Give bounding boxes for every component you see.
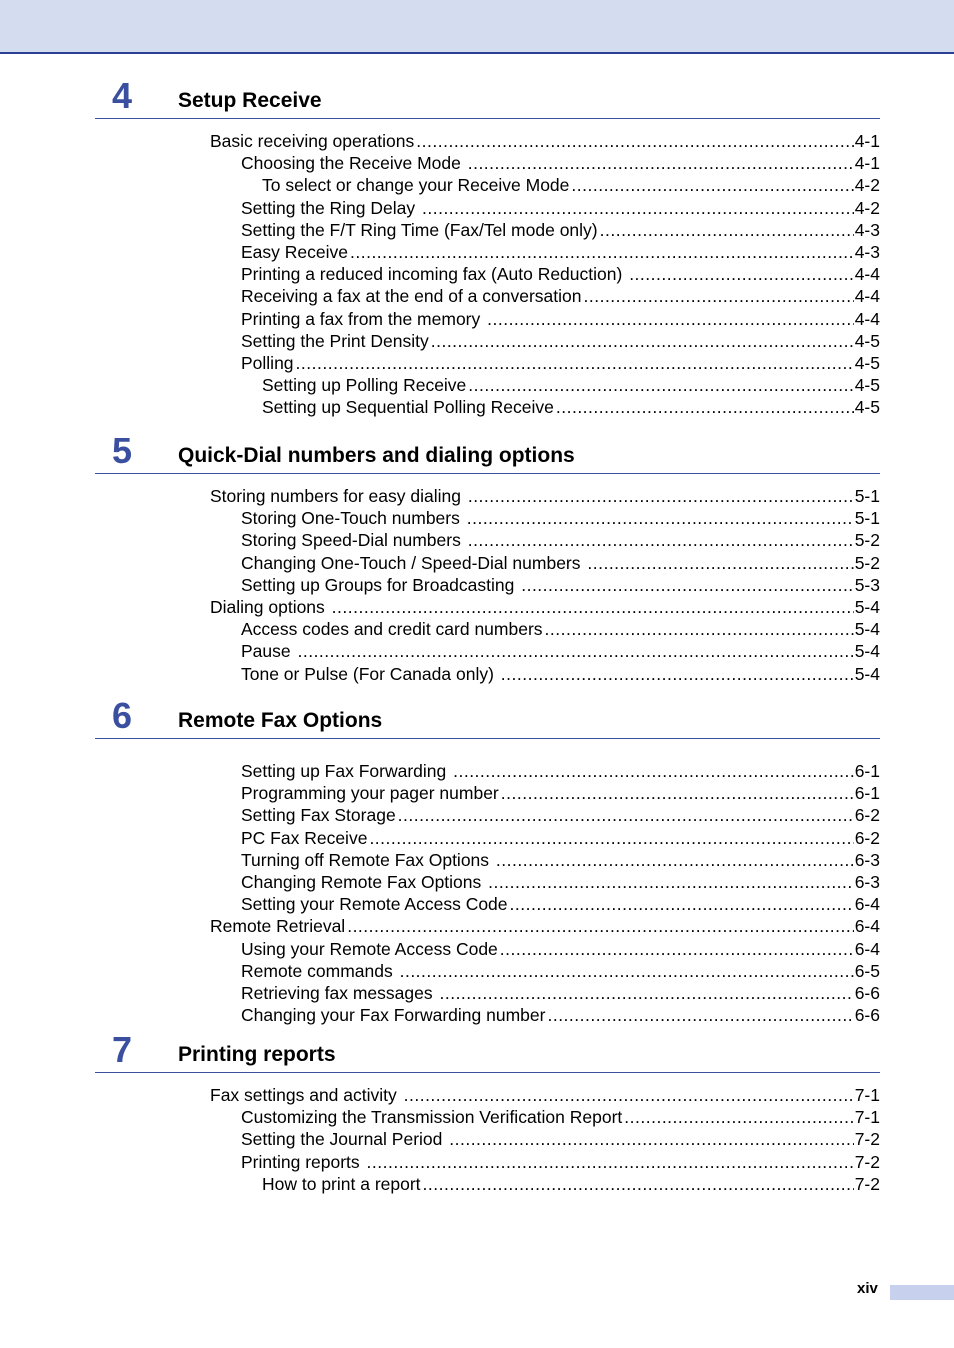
toc-entry-page: 4-3	[854, 219, 880, 240]
toc-entry-page: 4-5	[854, 397, 880, 418]
toc-entry-page: 6-4	[854, 916, 880, 937]
dot-leader	[422, 197, 854, 219]
toc-entry-label: Setting up Groups for Broadcasting	[241, 574, 520, 595]
toc-entry-label: Remote commands	[241, 960, 398, 981]
toc-entry-page: 5-1	[854, 486, 880, 506]
toc-entry-label: Storing numbers for easy dialing	[210, 486, 466, 506]
dot-leader	[468, 529, 854, 551]
dot-leader	[545, 618, 854, 640]
toc-entry-list	[0, 130, 954, 418]
toc-entry-page: 4-3	[854, 241, 880, 262]
toc-entry[interactable]	[262, 174, 880, 196]
toc-entry-label: Turning off Remote Fax Options	[241, 849, 494, 870]
chapter-title: Setup Receive	[178, 89, 322, 112]
dot-leader	[501, 782, 854, 804]
toc-entry-page: 5-2	[854, 530, 880, 551]
toc-entry[interactable]	[241, 219, 880, 241]
toc-entry[interactable]	[241, 1128, 880, 1150]
chapter-title: Quick-Dial numbers and dialing options	[178, 444, 575, 467]
toc-entry[interactable]	[241, 285, 880, 307]
dot-leader	[600, 219, 854, 241]
dot-leader	[453, 760, 854, 782]
chapter-section	[0, 696, 954, 1026]
toc-entry-page: 6-3	[854, 871, 880, 892]
dot-leader	[332, 596, 854, 618]
dot-leader	[501, 663, 854, 685]
toc-entry-label: Customizing the Transmission Verification Report	[241, 1107, 623, 1128]
chapter-rule	[95, 1072, 880, 1073]
dot-leader	[547, 1004, 853, 1026]
toc-entry-page: 5-4	[854, 596, 880, 617]
toc-entry-page: 6-1	[854, 783, 880, 804]
toc-entry-page: 5-3	[854, 574, 880, 595]
toc-entry-label: Setting your Remote Access Code	[241, 894, 508, 915]
dot-leader	[431, 330, 854, 352]
toc-entry[interactable]	[262, 374, 880, 396]
toc-entry[interactable]	[241, 804, 880, 826]
toc-entry-page: 6-6	[854, 1005, 880, 1026]
toc-entry-page: 4-1	[854, 131, 880, 151]
toc-entry-label: Setting up Fax Forwarding	[241, 761, 452, 781]
toc-entry[interactable]	[241, 1106, 880, 1128]
chapter-title: Printing reports	[178, 1043, 336, 1066]
toc-entry-page: 4-4	[854, 286, 880, 307]
chapter-heading	[0, 696, 954, 742]
toc-entry-page: 4-1	[854, 153, 880, 174]
toc-entry-label: Setting the Print Density	[241, 330, 429, 351]
chapter-rule	[95, 118, 880, 119]
chapter-section	[0, 76, 954, 418]
toc-entry-list	[0, 760, 954, 1026]
toc-entry[interactable]	[241, 574, 880, 596]
toc-entry-page: 5-1	[854, 508, 880, 529]
toc-entry-label: Setting up Sequential Polling Receive	[262, 397, 554, 418]
chapter-section	[0, 1030, 954, 1195]
toc-entry-label: Setting the Ring Delay	[241, 197, 420, 218]
dot-leader	[416, 130, 853, 152]
toc-entry[interactable]	[241, 849, 880, 871]
header-band	[0, 0, 954, 54]
toc-entry-page: 6-5	[854, 960, 880, 981]
toc-entry-label: Storing One-Touch numbers	[241, 508, 465, 529]
toc-entry-label: Pause	[241, 641, 296, 662]
chapter-heading	[0, 76, 954, 122]
toc-entry[interactable]	[241, 1151, 880, 1173]
toc-entry[interactable]	[241, 760, 880, 782]
toc-entry[interactable]	[241, 529, 880, 551]
toc-entry[interactable]	[241, 982, 880, 1004]
dot-leader	[297, 640, 853, 662]
toc-entry-label: Setting Fax Storage	[241, 805, 396, 826]
dot-leader	[487, 308, 854, 330]
dot-leader	[398, 804, 854, 826]
toc-entry-page: 6-1	[854, 761, 880, 781]
toc-entry-label: Storing Speed-Dial numbers	[241, 530, 466, 551]
dot-leader	[296, 352, 854, 374]
toc-entry[interactable]	[210, 596, 880, 618]
chapter-number: 5	[112, 430, 133, 471]
dot-leader	[584, 285, 854, 307]
toc-entry-page: 4-2	[854, 197, 880, 218]
toc-entry-label: Easy Receive	[241, 241, 348, 262]
toc-entry-label: Changing your Fax Forwarding number	[241, 1005, 546, 1026]
toc-entry[interactable]	[241, 893, 880, 915]
toc-entry-label: Printing a reduced incoming fax (Auto Reduction)	[241, 264, 628, 285]
page-number: xiv	[857, 1280, 878, 1297]
toc-entry-page: 6-4	[854, 894, 880, 915]
toc-entry-label: Setting the Journal Period	[241, 1129, 448, 1150]
dot-leader	[571, 174, 853, 196]
dot-leader	[467, 507, 854, 529]
toc-entry-label: Fax settings and activity	[210, 1085, 402, 1105]
dot-leader	[347, 915, 854, 937]
toc-entry-page: 6-6	[854, 982, 880, 1003]
toc-entry-page: 6-4	[854, 938, 880, 959]
toc-entry[interactable]	[241, 960, 880, 982]
dot-leader	[439, 982, 853, 1004]
toc-entry-page: 5-4	[854, 641, 880, 662]
toc-entry-page: 4-5	[854, 352, 880, 373]
toc-entry-page: 6-2	[854, 827, 880, 848]
dot-leader	[367, 1151, 854, 1173]
toc-entry-page: 4-2	[854, 175, 880, 196]
toc-entry[interactable]	[241, 308, 880, 330]
dot-leader	[369, 827, 853, 849]
dot-leader	[468, 374, 853, 396]
toc-entry-label: Choosing the Receive Mode	[241, 153, 466, 174]
toc-entry[interactable]	[241, 241, 880, 263]
toc-entry[interactable]	[241, 507, 880, 529]
toc-entry-page: 7-2	[854, 1173, 880, 1194]
toc-entry[interactable]	[241, 197, 880, 219]
toc-entry[interactable]	[210, 1084, 880, 1106]
toc-entry[interactable]	[241, 618, 880, 640]
toc-entry[interactable]	[210, 130, 880, 152]
toc-entry-label: Dialing options	[210, 596, 330, 617]
toc-entry-label: Access codes and credit card numbers	[241, 619, 543, 640]
dot-leader	[496, 849, 854, 871]
toc-entry[interactable]	[262, 396, 880, 418]
toc-entry[interactable]	[241, 152, 880, 174]
toc-entry[interactable]	[241, 552, 880, 574]
dot-leader	[488, 871, 854, 893]
chapter-number: 4	[112, 75, 133, 116]
toc-entry-page: 5-4	[854, 619, 880, 640]
dot-leader	[500, 938, 854, 960]
toc-entry-label: Tone or Pulse (For Canada only)	[241, 663, 499, 684]
toc-entry-label: How to print a report	[262, 1173, 421, 1194]
toc-entry[interactable]	[241, 263, 880, 285]
toc-entry[interactable]	[241, 352, 880, 374]
toc-entry[interactable]	[241, 871, 880, 893]
toc-entry-label: Using your Remote Access Code	[241, 938, 498, 959]
toc-entry-label: Setting the F/T Ring Time (Fax/Tel mode only)	[241, 219, 598, 240]
toc-entry[interactable]	[262, 1173, 880, 1195]
chapter-heading	[0, 431, 954, 477]
dot-leader	[521, 574, 853, 596]
toc-entry-list	[0, 1084, 954, 1195]
toc-entry-list	[0, 485, 954, 685]
chapter-section	[0, 431, 954, 685]
dot-leader	[468, 485, 854, 507]
toc-entry-page: 4-5	[854, 330, 880, 351]
toc-entry-label: Changing One-Touch / Speed-Dial numbers	[241, 552, 586, 573]
dot-leader	[587, 552, 853, 574]
toc-entry-label: PC Fax Receive	[241, 827, 368, 848]
dot-leader	[629, 263, 854, 285]
toc-entry-label: Changing Remote Fax Options	[241, 871, 487, 892]
chapter-title: Remote Fax Options	[178, 709, 383, 732]
toc-entry-label: Retrieving fax messages	[241, 982, 438, 1003]
toc-entry-label: Printing a fax from the memory	[241, 308, 486, 329]
toc-entry[interactable]	[241, 330, 880, 352]
toc-entry-page: 5-2	[854, 552, 880, 573]
toc-entry[interactable]	[241, 827, 880, 849]
dot-leader	[556, 396, 854, 418]
toc-entry-label: To select or change your Receive Mode	[262, 175, 570, 196]
toc-entry-label: Programming your pager number	[241, 783, 499, 804]
toc-entry[interactable]	[210, 485, 880, 507]
toc-entry[interactable]	[241, 1004, 880, 1026]
toc-entry-label: Setting up Polling Receive	[262, 375, 467, 396]
toc-entry-page: 4-4	[854, 308, 880, 329]
chapter-number: 6	[112, 695, 133, 736]
toc-entry-label: Receiving a fax at the end of a conversation	[241, 286, 582, 307]
dot-leader	[350, 241, 854, 263]
toc-entry-page: 4-5	[854, 375, 880, 396]
toc-entry[interactable]	[241, 640, 880, 662]
dot-leader	[510, 893, 854, 915]
dot-leader	[404, 1084, 854, 1106]
toc-entry-label: Remote Retrieval	[210, 916, 346, 937]
toc-entry-page: 6-2	[854, 805, 880, 826]
toc-entry-page: 5-4	[854, 663, 880, 684]
toc-entry-label: Polling	[241, 352, 294, 373]
toc-entry-page: 7-2	[854, 1151, 880, 1172]
dot-leader	[624, 1106, 853, 1128]
toc-entry[interactable]	[210, 915, 880, 937]
toc-entry-page: 6-3	[854, 849, 880, 870]
toc-entry-page: 4-4	[854, 264, 880, 285]
footer-tab	[890, 1285, 954, 1300]
toc-entry[interactable]	[241, 782, 880, 804]
dot-leader	[400, 960, 854, 982]
chapter-rule	[95, 473, 880, 474]
toc-entry-page: 7-1	[854, 1107, 880, 1128]
chapter-rule	[95, 738, 880, 739]
toc-entry-label: Basic receiving operations	[210, 131, 415, 151]
chapter-number: 7	[112, 1029, 133, 1070]
chapter-heading	[0, 1030, 954, 1076]
dot-leader	[449, 1128, 853, 1150]
dot-leader	[423, 1173, 854, 1195]
toc-entry[interactable]	[241, 938, 880, 960]
toc-entry-page: 7-1	[854, 1085, 880, 1105]
dot-leader	[468, 152, 854, 174]
toc-entry-label: Printing reports	[241, 1151, 365, 1172]
toc-entry[interactable]	[241, 663, 880, 685]
toc-entry-page: 7-2	[854, 1129, 880, 1150]
